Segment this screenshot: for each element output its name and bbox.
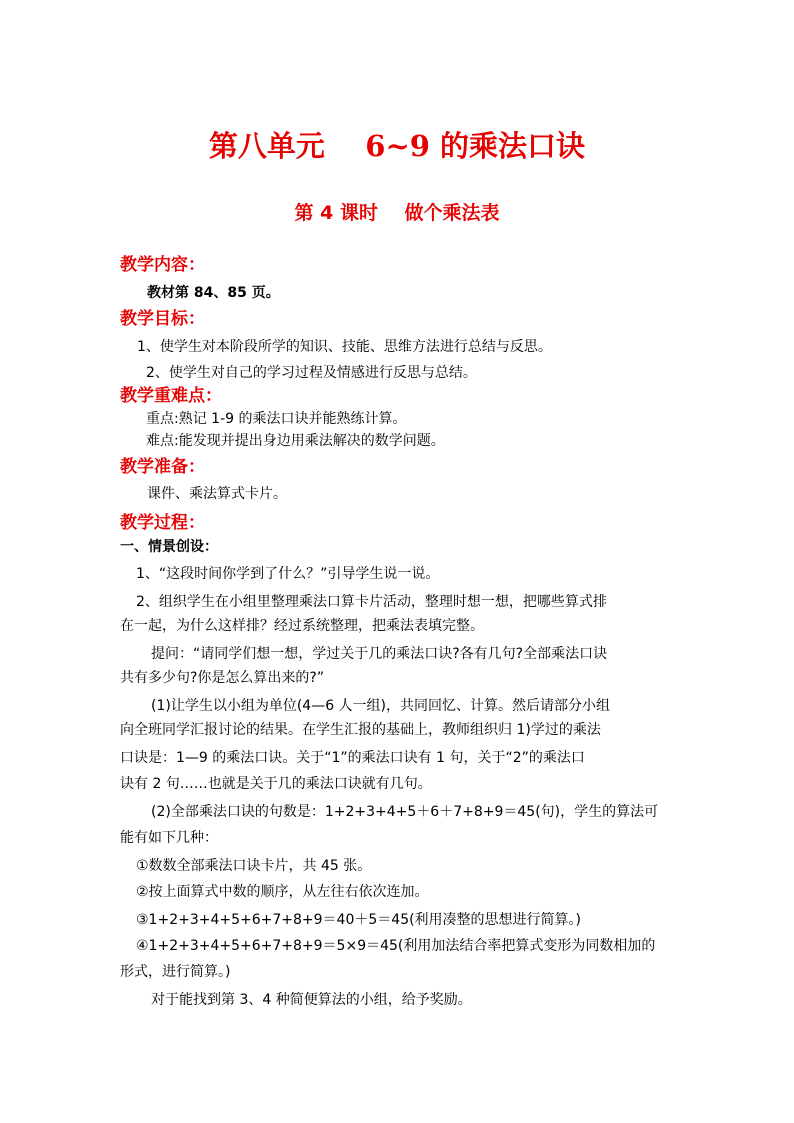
preparation-heading: 教学准备：: [120, 457, 205, 477]
content-heading: 教学内容：: [120, 255, 205, 275]
goals-heading: 教学目标：: [120, 309, 205, 329]
question-paragraph: 共有多少句?你是怎么算出来的?”: [120, 670, 325, 686]
process-paragraph: 在一起，为什么这样排？经过系统整理，把乘法表填完整。: [120, 618, 484, 634]
process-heading: 教学过程：: [120, 513, 205, 533]
key-difficult-heading: 教学重难点：: [120, 386, 222, 406]
method-item-4: ④1+2+3+4+5+6+7+8+9＝5×9＝45(利用加法结合率把算式变形为同数相加的: [136, 938, 656, 954]
method-item-3: ③1+2+3+4+5+6+7+8+9＝40＋5＝45(利用凑整的思想进行简算。): [136, 912, 582, 928]
preparation-text: 课件、乘法算式卡片。: [147, 486, 287, 502]
step-1-paragraph: 诀有 2 句……也就是关于几的乘法口诀就有几句。: [120, 776, 432, 792]
key-point: 重点:熟记 1-9 的乘法口诀并能熟练计算。: [146, 411, 407, 427]
goal-item-2: 2、使学生对自己的学习过程及情感进行反思与总结。: [146, 365, 477, 381]
process-paragraph: 2、组织学生在小组里整理乘法口算卡片活动，整理时想一想，把哪些算式排: [136, 594, 607, 610]
method-item-4: 形式，进行简算。): [120, 964, 231, 980]
step-1-paragraph: (1)让学生以小组为单位(4—6 人一组)，共同回忆、计算。然后请部分小组: [151, 698, 611, 714]
method-item-1: ①数数全部乘法口诀卡片，共 45 张。: [136, 858, 372, 874]
question-paragraph: 提问：“请同学们想一想，学过关于几的乘法口诀?各有几句?全部乘法口诀: [151, 646, 608, 662]
lesson-subtitle: 第 4 课时 做个乘法表: [294, 202, 500, 224]
step-2-paragraph: 能有如下几种：: [120, 830, 218, 846]
content-text: 教材第 84、85 页。: [147, 285, 280, 301]
step-1-paragraph: 向全班同学汇报讨论的结果。在学生汇报的基础上，教师组织归 1)学过的乘法: [120, 722, 601, 738]
difficult-point: 难点:能发现并提出身边用乘法解决的数学问题。: [146, 433, 445, 449]
process-paragraph: 1、“这段时间你学到了什么？”引导学生说一说。: [136, 566, 440, 582]
reward-paragraph: 对于能找到第 3、4 种简便算法的小组，给予奖励。: [151, 992, 472, 1008]
step-2-paragraph: (2)全部乘法口诀的句数是：1+2+3+4+5＋6＋7+8+9＝45(句)，学生的算法可: [151, 804, 659, 820]
method-item-2: ②按上面算式中数的顺序，从左往右依次连加。: [136, 884, 429, 900]
part-1-title: 一、情景创设：: [120, 539, 218, 555]
goal-item-1: 1、使学生对本阶段所学的知识、技能、思维方法进行总结与反思。: [137, 339, 552, 355]
step-1-paragraph: 口诀是：1—9 的乘法口诀。关于“1”的乘法口诀有 1 句，关于“2”的乘法口: [120, 750, 585, 766]
page-title: 第八单元 6~9 的乘法口诀: [208, 129, 586, 163]
